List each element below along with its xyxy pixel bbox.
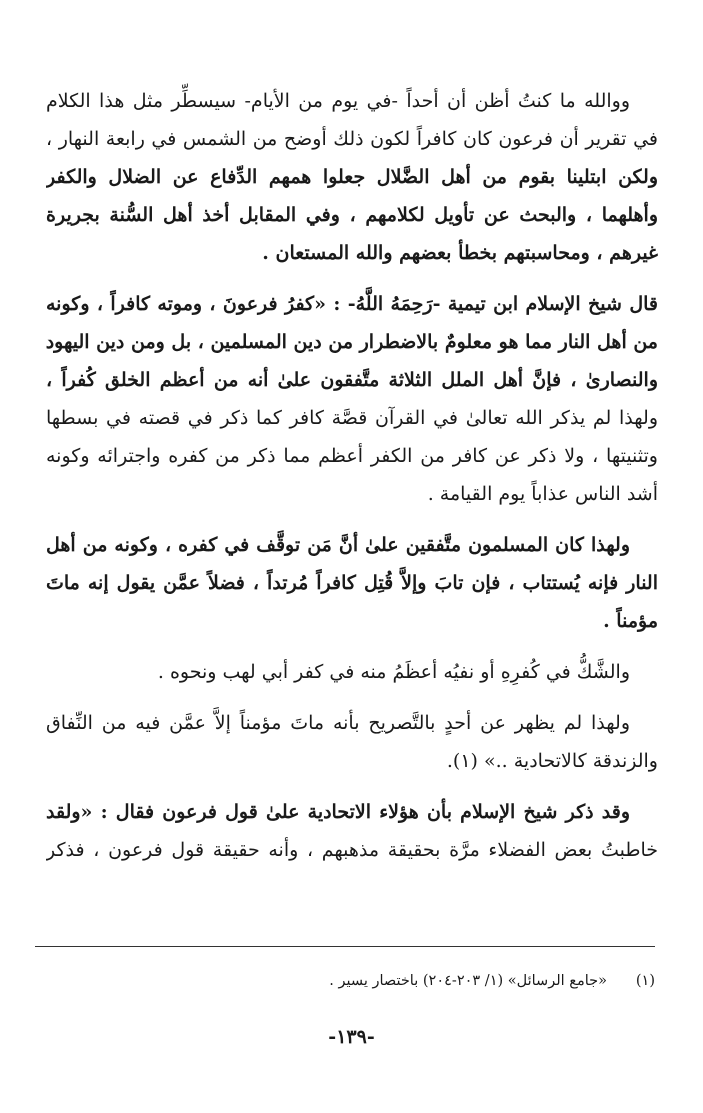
text-line: ولهذا لم يظهر عن أحدٍ بالتَّصريح بأنه ماتَ مؤمناً إلاَّ عمَّن فيه من النِّفاق [46,712,630,734]
text-line: خاطبتُ بعض الفضلاء مرَّة بحقيقة مذهبهم ، وأنه حقيقة قول فرعون ، فذكر [46,839,658,861]
footnote [43,968,655,994]
text-line: قال شيخ الإسلام ابن تيمية -رَحِمَهُ اللَّهُ- : «كفرُ فرعونَ ، وموته كافراً ، وكونه [46,293,658,315]
page-number: -١٣٩- [328,1026,375,1048]
text-line: النار فإنه يُستتاب ، فإن تابَ وإلاَّ قُتِل كافراً مُرتداً ، فضلاً عمَّن يقول إنه ماتَ [46,572,658,594]
text-line: ولكن ابتلينا بقوم من أهل الضَّلال جعلوا همهم الدِّفاع عن الضلال والكفر [46,166,658,188]
text-line: من أهل النار مما هو معلومٌ بالاضطرار من دين المسلمين ، بل ومن دين اليهود [46,331,658,353]
main-text [46,82,658,869]
footnote-number: (١) [635,973,655,989]
text-line: وقد ذكر شيخ الإسلام بأن هؤلاء الاتحادية علىٰ قول فرعون فقال : «ولقد [46,801,630,823]
paragraph [46,285,658,513]
text-line: ولهذا لم يذكر الله تعالىٰ في القرآن قصَّة كافر كما ذكر في قصته في بسطها [46,407,658,429]
footnote-divider [35,946,655,947]
text-line: وتثنيتها ، ولا ذكر عن كافر من الكفر أعظم مما ذكر من كفره واجترائه وكونه [46,445,658,467]
text-line: ولهذا كان المسلمون متَّفقين علىٰ أنَّ مَن توقَّف في كفره ، وكونه من أهل [46,534,630,556]
footnote-text: «جامع الرسائل» (١/ ٢٠٣-٢٠٤) باختصار يسير . [329,973,607,989]
text-line: أشد الناس عذاباً يوم القيامة . [427,483,658,505]
paragraph [46,793,658,869]
text-line: مؤمناً . [603,610,658,632]
paragraph [46,653,658,691]
text-line: والنصارىٰ ، فإنَّ أهل الملل الثلاثة متَّفقون علىٰ أنه من أعظم الخلق كُفراً ، [46,369,658,391]
text-line: والشَّكُّ في كُفرِهِ أو نفيُه أعظَمُ منه في كفر أبي لهب ونحوه . [157,661,630,683]
paragraph [46,82,658,272]
text-line: وأهلهما ، والبحث عن تأويل لكلامهم ، وفي المقابل أخذ أهل السُّنة بجريرة [46,204,658,226]
text-line: ووالله ما كنتُ أظن أن أحداً -في يوم من الأيام- سيسطِّر مثل هذا الكلام [46,90,630,112]
paragraph [46,704,658,780]
paragraph [46,526,658,640]
text-line: في تقرير أن فرعون كان كافراً لكون ذلك أوضح من الشمس في رابعة النهار ، [46,128,658,150]
text-line: غيرهم ، ومحاسبتهم بخطأ بعضهم والله المستعان . [262,242,658,264]
text-line: والزندقة كالاتحادية ..» (١). [446,750,658,772]
